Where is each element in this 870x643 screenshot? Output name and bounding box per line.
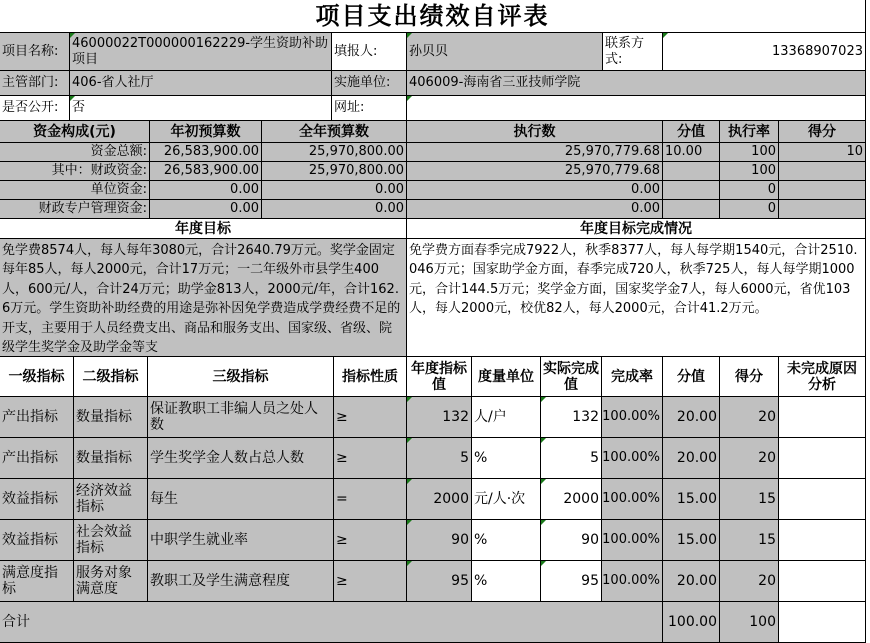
- ind-cell-target[interactable]: 95: [407, 561, 472, 602]
- impl-label: 实施单位:: [332, 71, 407, 96]
- ind-cell-value: 20.00: [663, 561, 720, 602]
- ind-cell-score: 15: [720, 479, 779, 520]
- funds-header-rate: 执行率: [720, 121, 779, 143]
- ind-header-rate: 完成率: [602, 357, 663, 397]
- funds-header-composition: 资金构成(元): [0, 121, 150, 143]
- dept-value: 406-省人社厅: [70, 71, 332, 96]
- ind-cell-reason[interactable]: [779, 438, 866, 479]
- ind-cell-l1: 效益指标: [0, 520, 74, 561]
- ind-cell-actual[interactable]: 2000: [541, 479, 602, 520]
- ind-cell-unit: %: [472, 561, 541, 602]
- funds-row-rate: 100: [720, 143, 779, 162]
- funds-row-score-value: [663, 162, 720, 181]
- ind-cell-l3: 学生奖学金人数占总人数: [148, 438, 334, 479]
- funds-row-annual: 25,970,800.00: [262, 143, 407, 162]
- ind-cell-nature: ≥: [334, 520, 407, 561]
- page-title: 项目支出绩效自评表: [0, 0, 866, 33]
- funds-row-annual: 25,970,800.00: [262, 162, 407, 181]
- funds-row-label: 其中：财政资金:: [0, 162, 150, 181]
- ind-cell-rate: 100.00%: [602, 479, 663, 520]
- public-value[interactable]: 否: [70, 96, 332, 121]
- goals-done-header: 年度目标完成情况: [407, 219, 866, 239]
- ind-cell-reason[interactable]: [779, 561, 866, 602]
- funds-row-score-value: [663, 181, 720, 200]
- contact-label: 联系方式:: [603, 33, 663, 71]
- ind-cell-nature: ≥: [334, 397, 407, 438]
- ind-cell-rate: 100.00%: [602, 561, 663, 602]
- funds-row-annual: 0.00: [262, 181, 407, 200]
- funds-row-label: 财政专户管理资金:: [0, 200, 150, 219]
- ind-header-target: 年度指标值: [407, 357, 472, 397]
- ind-cell-actual[interactable]: 95: [541, 561, 602, 602]
- ind-header-l2: 二级指标: [74, 357, 148, 397]
- ind-cell-l1: 产出指标: [0, 397, 74, 438]
- ind-cell-l1: 产出指标: [0, 438, 74, 479]
- ind-cell-value: 15.00: [663, 479, 720, 520]
- funds-row-score: [779, 162, 866, 181]
- ind-cell-actual[interactable]: 132: [541, 397, 602, 438]
- funds-header-annual: 全年预算数: [262, 121, 407, 143]
- ind-header-actual: 实际完成值: [541, 357, 602, 397]
- ind-cell-l3: 每生: [148, 479, 334, 520]
- contact-value[interactable]: 13368907023: [663, 33, 866, 71]
- goals-done-text: 免学费方面春季完成7922人，秋季8377人，每人每学期1540元，合计2510.046万元；国家助学金方面，春季完成720人，秋季725人，每人每学期1000元，合计144.5万元；奖学金方面，国家奖学金7人，每人6000元，省优103人，每人2000元，校优82人，每人2000元，合计41.2万元。: [407, 239, 866, 357]
- total-value: 100.00: [663, 602, 720, 643]
- ind-cell-l2: 服务对象满意度: [74, 561, 148, 602]
- project-name-label: 项目名称:: [0, 33, 70, 71]
- ind-cell-actual[interactable]: 5: [541, 438, 602, 479]
- funds-header-initial: 年初预算数: [150, 121, 262, 143]
- funds-row-label: 单位资金:: [0, 181, 150, 200]
- funds-header-score-value: 分值: [663, 121, 720, 143]
- ind-cell-value: 15.00: [663, 520, 720, 561]
- ind-cell-target[interactable]: 90: [407, 520, 472, 561]
- url-value[interactable]: [407, 96, 866, 121]
- ind-cell-score: 15: [720, 520, 779, 561]
- ind-header-score: 得分: [720, 357, 779, 397]
- ind-cell-score: 20: [720, 561, 779, 602]
- total-score: 100: [720, 602, 779, 643]
- funds-row-initial: 26,583,900.00: [150, 162, 262, 181]
- impl-value: 406009-海南省三亚技师学院: [407, 71, 866, 96]
- total-label: 合计: [0, 602, 663, 643]
- ind-cell-l1: 效益指标: [0, 479, 74, 520]
- funds-row-initial: 0.00: [150, 181, 262, 200]
- ind-cell-l2: 经济效益指标: [74, 479, 148, 520]
- goals-target-text: 免学费8574人，每人每年3080元，合计2640.79万元。奖学金固定每年85人，每人2000元，合计17万元；一二年级外市县学生400人，600元/人，合计24万元；助学金813人，2000元/年，合计162.6万元。学生资助补助经费的用途是弥补因免学费造成学费经费不足的开支，主要用于人员经费支出、商品和服务支出、国家级、省级、院级学生奖学金及助学金等支: [0, 239, 407, 357]
- ind-cell-value: 20.00: [663, 397, 720, 438]
- funds-row-annual: 0.00: [262, 200, 407, 219]
- funds-row-score-value: 10.00: [663, 143, 720, 162]
- project-name-value[interactable]: 46000022T000000162229-学生资助补助项目: [70, 33, 332, 71]
- ind-cell-l1: 满意度指标: [0, 561, 74, 602]
- url-label: 网址:: [332, 96, 407, 121]
- funds-row-rate: 100: [720, 162, 779, 181]
- ind-header-value: 分值: [663, 357, 720, 397]
- ind-cell-l3: 保证教职工非编人员之处人数: [148, 397, 334, 438]
- ind-header-reason: 未完成原因分析: [779, 357, 866, 397]
- goals-target-header: 年度目标: [0, 219, 407, 239]
- ind-cell-nature: ≥: [334, 438, 407, 479]
- funds-row-exec: 25,970,779.68: [407, 143, 663, 162]
- ind-cell-nature: ≥: [334, 561, 407, 602]
- ind-cell-rate: 100.00%: [602, 520, 663, 561]
- total-reason: [779, 602, 866, 643]
- ind-header-l3: 三级指标: [148, 357, 334, 397]
- funds-row-exec: 25,970,779.68: [407, 162, 663, 181]
- funds-row-exec: 0.00: [407, 200, 663, 219]
- ind-cell-rate: 100.00%: [602, 397, 663, 438]
- public-label: 是否公开:: [0, 96, 70, 121]
- ind-cell-rate: 100.00%: [602, 438, 663, 479]
- funds-row-score: [779, 181, 866, 200]
- ind-cell-actual[interactable]: 90: [541, 520, 602, 561]
- ind-cell-unit: %: [472, 438, 541, 479]
- filler-label: 填报人:: [332, 33, 407, 71]
- funds-row-score: [779, 200, 866, 219]
- ind-cell-l2: 社会效益指标: [74, 520, 148, 561]
- funds-row-label: 资金总额:: [0, 143, 150, 162]
- funds-row-rate: 0: [720, 181, 779, 200]
- funds-row-score: 10: [779, 143, 866, 162]
- ind-cell-score: 20: [720, 438, 779, 479]
- funds-row-score-value: [663, 200, 720, 219]
- funds-header-score: 得分: [779, 121, 866, 143]
- ind-cell-l3: 中职学生就业率: [148, 520, 334, 561]
- ind-header-nature: 指标性质: [334, 357, 407, 397]
- dept-label: 主管部门:: [0, 71, 70, 96]
- ind-cell-target[interactable]: 2000: [407, 479, 472, 520]
- ind-cell-score: 20: [720, 397, 779, 438]
- ind-cell-target[interactable]: 132: [407, 397, 472, 438]
- filler-value[interactable]: 孙贝贝: [407, 33, 603, 71]
- ind-cell-reason[interactable]: [779, 479, 866, 520]
- funds-row-initial: 26,583,900.00: [150, 143, 262, 162]
- ind-cell-l3: 教职工及学生满意程度: [148, 561, 334, 602]
- ind-cell-unit: 人/户: [472, 397, 541, 438]
- funds-row-exec: 0.00: [407, 181, 663, 200]
- ind-cell-reason[interactable]: [779, 520, 866, 561]
- ind-cell-l2: 数量指标: [74, 397, 148, 438]
- ind-header-l1: 一级指标: [0, 357, 74, 397]
- funds-header-exec: 执行数: [407, 121, 663, 143]
- ind-cell-target[interactable]: 5: [407, 438, 472, 479]
- ind-cell-unit: %: [472, 520, 541, 561]
- funds-row-rate: 0: [720, 200, 779, 219]
- ind-cell-nature: =: [334, 479, 407, 520]
- ind-cell-l2: 数量指标: [74, 438, 148, 479]
- ind-cell-reason[interactable]: [779, 397, 866, 438]
- ind-header-unit: 度量单位: [472, 357, 541, 397]
- ind-cell-unit: 元/人·次: [472, 479, 541, 520]
- funds-row-initial: 0.00: [150, 200, 262, 219]
- ind-cell-value: 20.00: [663, 438, 720, 479]
